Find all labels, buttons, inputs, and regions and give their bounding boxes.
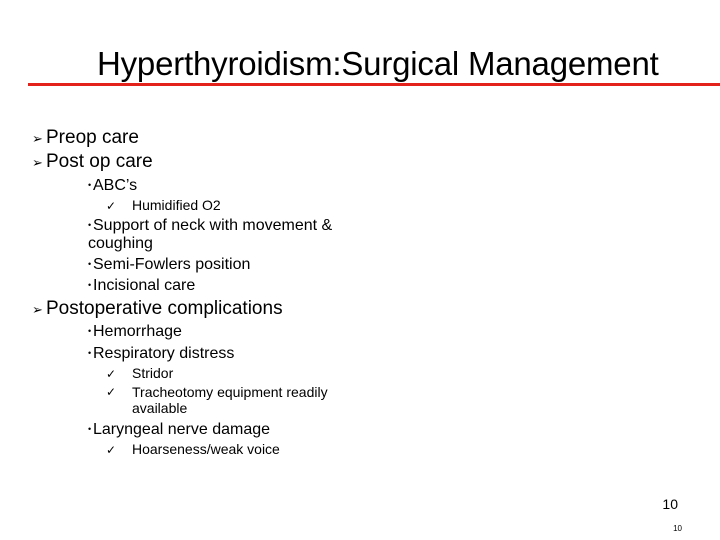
bullet-respiratory-distress <box>88 344 234 363</box>
check-bullet-icon: ✓ <box>106 443 117 457</box>
check-bullet-icon: ✓ <box>106 199 117 213</box>
dot-bullet-icon: • <box>88 280 92 290</box>
bullet-abcs <box>88 176 137 195</box>
bullet-text: Stridor <box>132 365 174 381</box>
bullet-text: Laryngeal nerve damage <box>93 421 271 438</box>
bullet-tracheotomy-equipment <box>106 384 346 416</box>
dot-bullet-icon: • <box>88 220 92 230</box>
dot-bullet-icon: • <box>88 424 92 434</box>
bullet-text: Hemorrhage <box>93 323 182 340</box>
slide-title: Hyperthyroidism:Surgical Management <box>97 45 659 82</box>
bullet-text: Respiratory distress <box>93 345 235 362</box>
bullet-text: Support of neck with movement & coughing <box>88 217 333 252</box>
bullet-text: Preop care <box>46 127 139 148</box>
arrow-bullet-icon: ➢ <box>32 131 43 146</box>
check-bullet-icon: ✓ <box>106 367 117 381</box>
bullet-text: ABC’s <box>93 177 138 194</box>
bullet-semi-fowlers <box>88 255 250 274</box>
bullet-text: Humidified O2 <box>132 197 221 213</box>
page-number: 10 <box>662 496 678 512</box>
bullet-text: Incisional care <box>93 277 196 294</box>
arrow-bullet-icon: ➢ <box>32 302 43 317</box>
bullet-stridor <box>106 365 173 383</box>
bullet-text: Semi-Fowlers position <box>93 256 251 273</box>
bullet-hemorrhage <box>88 322 182 341</box>
bullet-incisional-care <box>88 276 195 295</box>
dot-bullet-icon: • <box>88 259 92 269</box>
bullet-preop-care <box>32 127 139 150</box>
check-bullet-icon: ✓ <box>106 385 117 399</box>
bullet-support-neck <box>88 216 368 253</box>
bullet-text: Tracheotomy equipment readily available <box>132 384 328 416</box>
arrow-bullet-icon: ➢ <box>32 155 43 170</box>
bullet-text: Hoarseness/weak voice <box>132 441 280 457</box>
dot-bullet-icon: • <box>88 348 92 358</box>
bullet-laryngeal-nerve-damage <box>88 420 270 439</box>
bullet-post-op-care <box>32 151 153 174</box>
dot-bullet-icon: • <box>88 180 92 190</box>
bullet-humidified-o2 <box>106 197 221 215</box>
dot-bullet-icon: • <box>88 326 92 336</box>
bullet-text: Postoperative complications <box>46 298 283 319</box>
bullet-postoperative-complications <box>32 298 283 321</box>
bullet-hoarseness <box>106 441 280 459</box>
page-number-footer: 10 <box>673 524 682 533</box>
bullet-text: Post op care <box>46 151 153 172</box>
